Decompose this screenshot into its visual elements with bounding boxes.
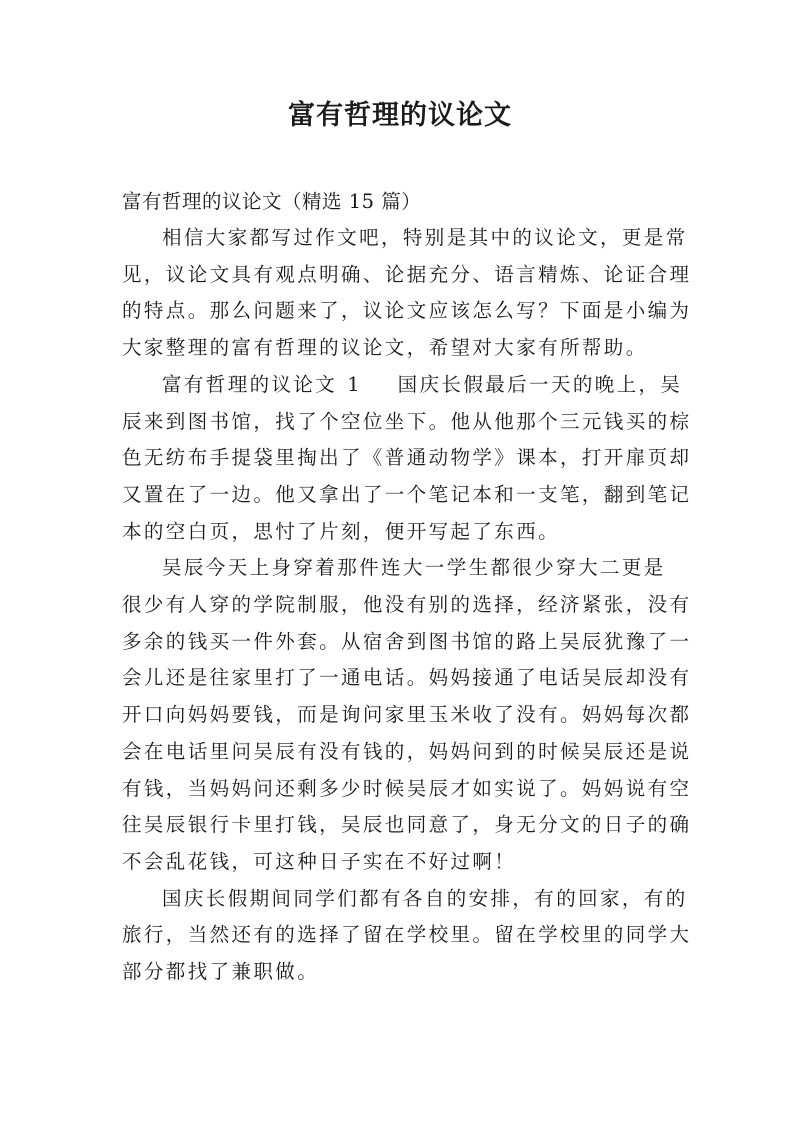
essay-heading: 富有哲理的议论文 [162,372,338,396]
essay-number: 1 [347,372,360,396]
paragraph-line: 大家整理的富有哲理的议论文，希望对大家有所帮助。 [122,336,648,360]
paragraph-line: 见，议论文具有观点明确、论据充分、语言精炼、论证合理 [122,262,692,286]
paragraph-line: 吴辰今天上身穿着那件连大一学生都很少穿大二更是 [162,556,666,580]
document-body [122,184,692,991]
paragraph-line: 国庆长假期间同学们都有各自的安排，有的回家，有的 [162,886,688,910]
paragraph-line: 本的空白页，思忖了片刻，便开写起了东西。 [122,519,561,543]
paragraph-line: 会在电话里问吴辰有没有钱的，妈妈问到的时候吴辰还是说 [122,739,692,763]
paragraph-line: 辰来到图书馆，找了个空位坐下。他从他那个三元钱买的棕 [122,409,692,433]
paragraph-essay-1-cont [122,550,692,880]
paragraph-essay-1-cont2 [122,881,692,991]
paragraph-line: 很少有人穿的学院制服，他没有别的选择，经济紧张，没有 [122,593,692,617]
document-title: 富有哲理的议论文 [288,100,512,131]
paragraph-line: 开口向妈妈要钱，而是询问家里玉米收了没有。妈妈每次都 [122,703,692,727]
paragraph-essay-1 [122,367,692,551]
paragraph-line: 又置在了一边。他又拿出了一个笔记本和一支笔，翻到笔记 [122,482,692,506]
paragraph-line: 会儿还是往家里打了一通电话。妈妈接通了电话吴辰却没有 [122,666,692,690]
paragraph-line-rest: 国庆长假最后一天的晚上，吴 [397,372,683,396]
paragraph-line: 部分都找了兼职做。 [122,960,320,984]
paragraph-line: 色无纺布手提袋里掏出了《普通动物学》课本，打开扉页却 [122,446,692,470]
paragraph-line [122,367,682,404]
paragraph-line: 多余的钱买一件外套。从宿舍到图书馆的路上吴辰犹豫了一 [122,629,692,653]
paragraph-line: 旅行，当然还有的选择了留在学校里。留在学校里的同学大 [122,923,692,947]
paragraph-intro [122,220,692,367]
paragraph-line: 的特点。那么问题来了，议论文应该怎么写？下面是小编为 [122,299,692,323]
paragraph-line: 不会乱花钱，可这种日子实在不好过啊！ [122,849,517,873]
paragraph-line: 相信大家都写过作文吧，特别是其中的议论文，更是常 [162,226,688,249]
paragraph-line: 往吴辰银行卡里打钱，吴辰也同意了，身无分文的日子的确 [122,813,692,837]
document-subtitle: 富有哲理的议论文（精选 15 篇） [122,190,422,213]
paragraph-line: 有钱，当妈妈问还剩多少时候吴辰才如实说了。妈妈说有空 [122,776,692,800]
